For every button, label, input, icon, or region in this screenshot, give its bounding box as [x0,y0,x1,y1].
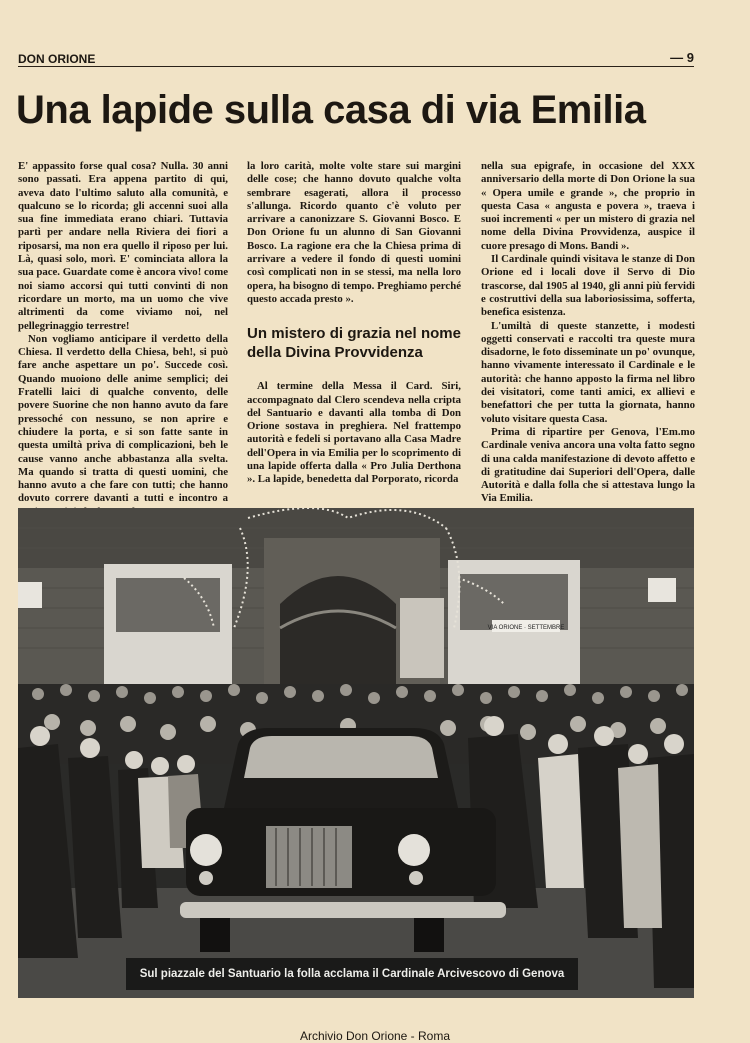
photo-scene [18,508,694,998]
magazine-name: DON ORIONE [18,52,96,66]
street-sign: VIA ORIONE · SETTEMBRE [487,625,565,631]
archive-footer: Archivio Don Orione - Roma [299,1029,451,1043]
article-title: Una lapide sulla casa di via Emilia [16,88,646,132]
section-subheading: Un mistero di grazia nel nome della Divina Provvidenza [247,325,461,362]
text-column-3 [481,160,695,506]
text-column-2 [247,160,461,487]
text-column-1 [18,160,228,519]
paragraph: Al termine della Messa il Card. Siri, accompagnato dal Clero scendeva nella cripta del Santuario e davanti alla tomba di Don Orione sostava in preghiera. Nel frattempo autorità e fedeli si portavano alla Casa Madre dell'Opera in via Emilia per lo scoprimento di una lapide offerta dalla « Pro Julia Derthona ». La lapide, benedetta dal Porporato, ricorda [247,380,461,486]
page-number: — 9 [670,50,694,65]
page-header [18,50,694,67]
paragraph: Il Cardinale quindi visitava le stanze di Don Orione ed i locali dove il Servo di Dio trascorse, dal 1905 al 1940, gli anni più fervidi e costruttivi della sua laboriosissima, sofferta, benefica esistenza. [481,253,695,319]
photo-caption: Sul piazzale del Santuario la folla acclama il Cardinale Arcivescovo di Genova [126,958,578,990]
paragraph: L'umiltà di queste stanzette, i modesti oggetti conservati e raccolti tra queste mura disadorne, le foto disseminate un po' ovunque, hanno vivamente interessato il Cardinale e le autorità: che hanno apposto la firma nel libro dei visitatori, come tanti amici, ex allievi e benefattori che per tutta la giornata, hanno voluto visitare questa Casa. [481,319,695,425]
paragraph: E' appassito forse qual cosa? Nulla. 30 anni sono passati. Era appena partito di qui, aveva dato l'ultimo saluto alla comunità, e qualcuno se lo ricorda; gli accenni suoi alla sua fine immediata erano chiari. Tuttavia partì per andare nella Riviera dei fiori a riposarsi, ma non era quello il riposo per lui. Là, quasi solo, morì. E' cominciata allora la sua pace. Guardate come è ancora vivo! come noi siamo accorsi qui tutti convinti di non ricordare un morto, ma un uomo che vive altrimenti da come viviamo noi, nel pellegrinaggio terrestre! [18,160,228,332]
paragraph: la loro carità, molte volte stare sui margini delle cose; che hanno dovuto qualche volta sembrare esagerati, allora il processo s'allunga. Ricordo quanto c'è voluto per arrivare a canonizzare S. Giovanni Bosco. E Don Orione fu un alunno di San Giovanni Bosco. La ragione era che la Chiesa prima di arrivare a vedere il fondo di questi uomini così complicati non in se stessi, ma nella loro opera, ha bisogno di tempo. Preghiamo perché questo accada presto ». [247,160,461,305]
paragraph: Prima di ripartire per Genova, l'Em.mo Cardinale veniva ancora una volta fatto segno di una calda manifestazione di devoto affetto e di gratitudine dai Superiori dell'Opera, dalle Autorità e dalla folla che si attestava lungo la Via Emilia. [481,425,695,505]
paragraph: Non vogliamo anticipare il verdetto della Chiesa. Il verdetto della Chiesa, beh!, si può fare anche aspettare un po'. Succede così. Quando muoiono delle anime semplici; dei Fratelli laici di qualche convento, delle povere Suorine che non hanno avuto da fare pressoché con nessuno, se non aprire e chiudere la porta, e si son fatte sante in questa umiltà priva di complicazioni, beh le cause vanno anche abbastanza alla svelta. Ma quando si tratta di questi uomini, che hanno avuto a che fare con tutti; che hanno dovuto correre davanti a tutti e incontro a [18,332,228,505]
news-photo [18,508,694,998]
paragraph: nella sua epigrafe, in occasione del XXX anniversario della morte di Don Orione la sua « Opera umile e grande », che proprio in questa Casa « angusta e povera », traeva i suoi incrementi « per un mistero di grazia nel nome della Divina Provvidenza, auspice il cuore presago di Mons. Bandi ». [481,160,695,252]
